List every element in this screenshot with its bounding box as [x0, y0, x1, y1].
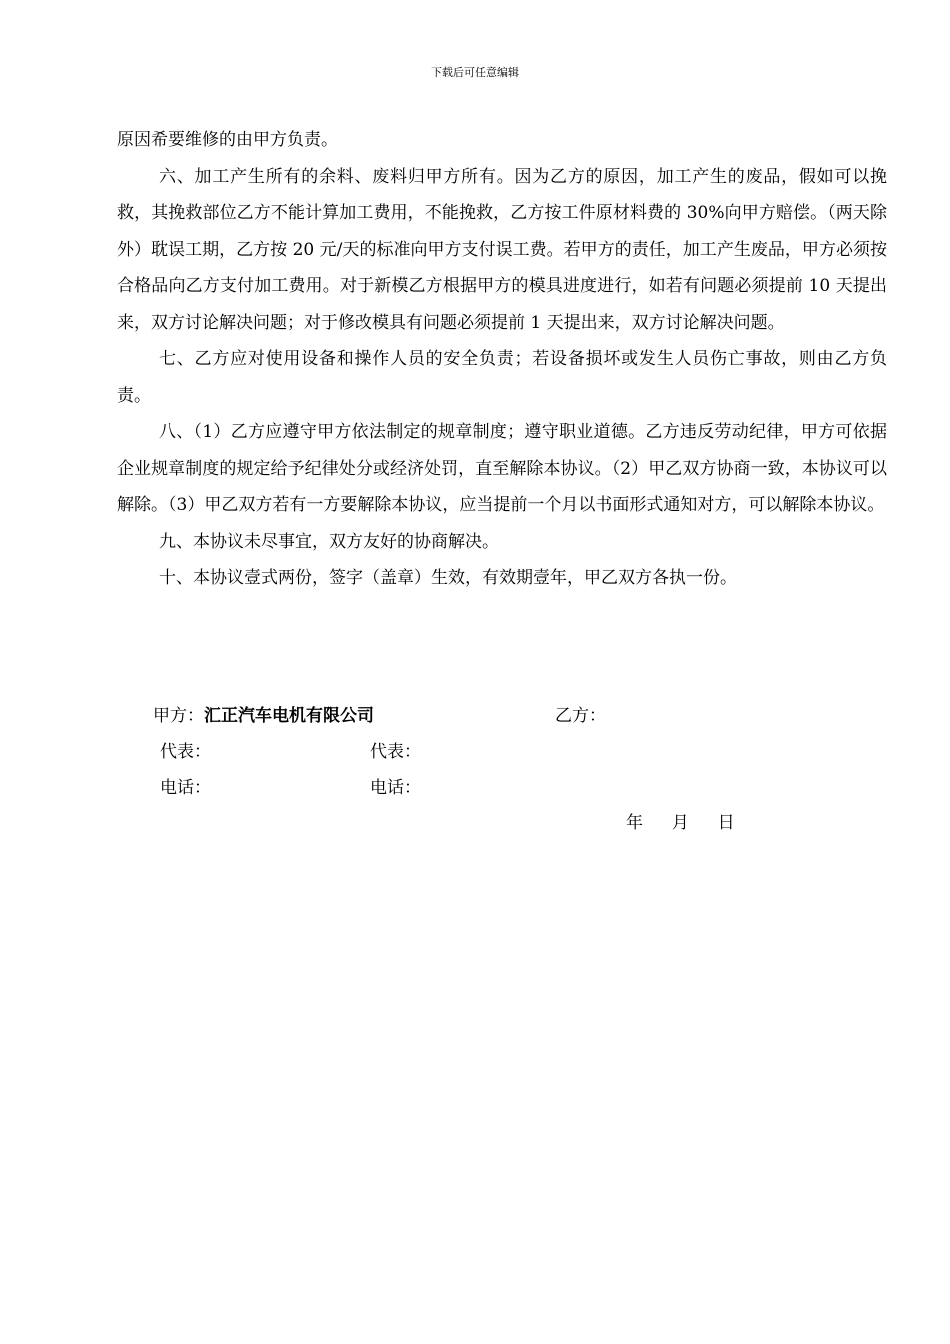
rep-b-label: 代表： [370, 742, 421, 762]
party-a-name: 汇正汽车电机有限公司 [204, 706, 374, 726]
month-label: 月 [671, 813, 689, 833]
party-a-line [153, 706, 374, 726]
year-label: 年 [626, 813, 643, 833]
rep-a-label: 代表： [160, 742, 211, 762]
party-b-label: 乙方： [555, 706, 606, 726]
party-a-label: 甲方： [153, 706, 204, 726]
paragraph-5-continuation: 原因希要维修的由甲方负责。 [117, 130, 338, 150]
agreement-body [117, 122, 887, 597]
clause-7: 七、乙方应对使用设备和操作人员的安全负责；若设备损坏或发生人员伤亡事故，则由乙方负责。 [117, 349, 887, 406]
date-line [626, 813, 735, 833]
clause-8: 八、（1）乙方应遵守甲方依法制定的规章制度；遵守职业道德。乙方违反劳动纪律，甲方可依据企业规章制度的规定给予纪律处分或经济处罚，直至解除本协议。（2）甲乙双方协商一致，本协议可以解除。（3）甲乙双方若有一方要解除本协议，应当提前一个月以书面形式通知对方，可以解除本协议。 [117, 422, 887, 515]
phone-a-label: 电话： [160, 778, 211, 798]
clause-9: 九、本协议未尽事宜，双方友好的协商解决。 [159, 531, 499, 552]
day-label: 日 [717, 813, 735, 833]
phone-b-label: 电话： [370, 778, 421, 798]
clause-6: 六、加工产生所有的余料、废料归甲方所有。因为乙方的原因，加工产生的废品，假如可以挽救，其挽救部位乙方不能计算加工费用，不能挽救，乙方按工件原材料费的 30%向甲方赔偿。（两天除外）耽误工期，乙方按 20 元/天的标准向甲方支付误工费。若甲方的责任，加工产生废品，甲方必须按合格品向乙方支付加工费用。对于新模乙方根据甲方的模具进度进行，如若有问题必须提前 10 天提出来，双方讨论解决问题；对于修改模具有问题必须提前 1 天提出来，双方讨论解决问题。 [117, 166, 887, 333]
clause-10: 十、本协议壹式两份，签字（盖章）生效，有效期壹年，甲乙双方各执一份。 [159, 568, 737, 588]
page-header: 下载后可任意编辑 [431, 66, 519, 79]
